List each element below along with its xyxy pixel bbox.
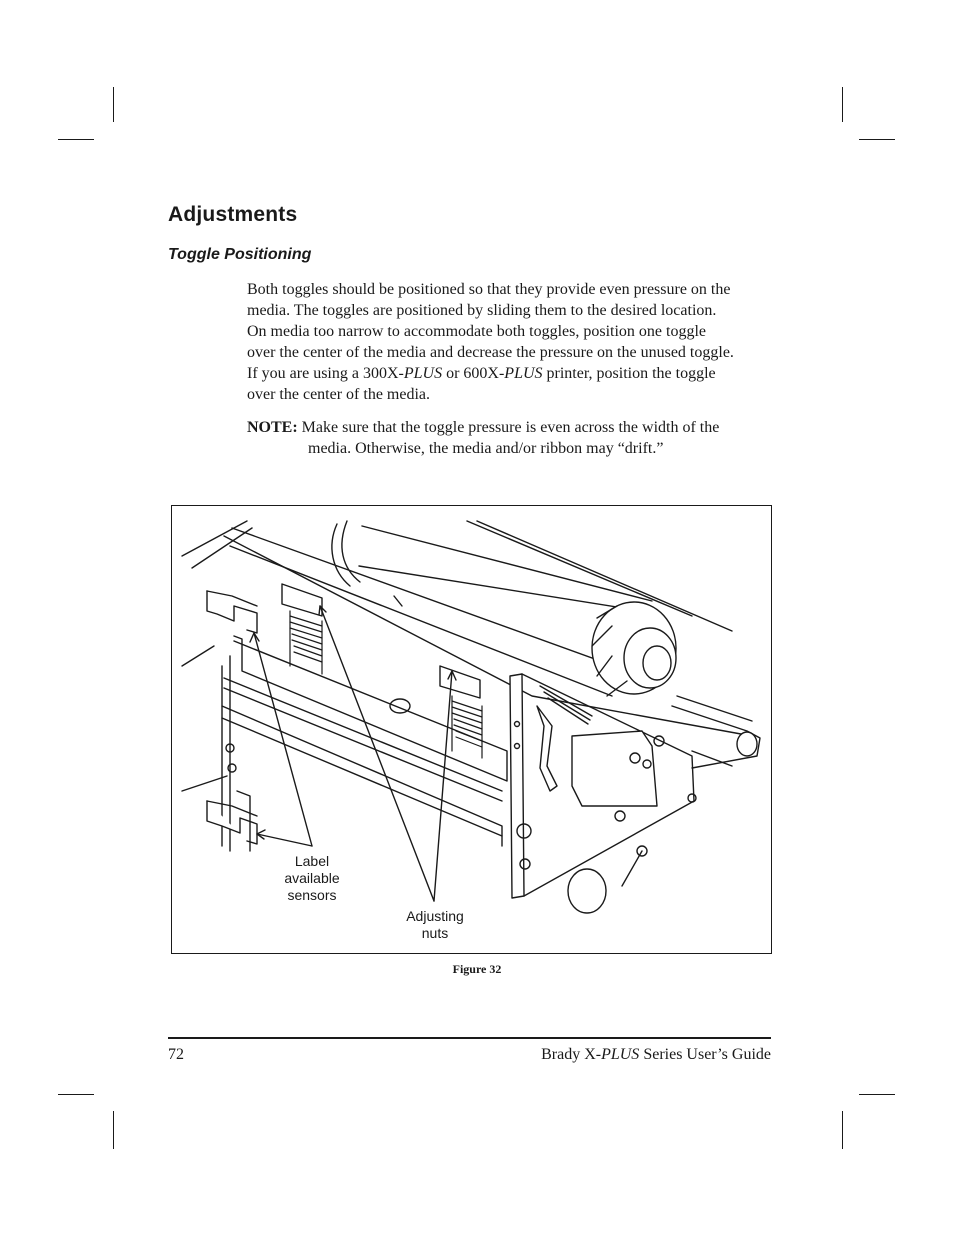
section-heading: Adjustments (168, 203, 298, 226)
crop-mark (859, 139, 895, 140)
note-label: NOTE: (247, 419, 298, 436)
crop-mark (113, 1111, 114, 1149)
callout-label-sensors: Label available sensors (284, 853, 340, 903)
footer-title: Brady X-PLUS Series User’s Guide (541, 1046, 771, 1063)
figure-illustration (171, 505, 772, 954)
paragraph-line: over the center of the media. (247, 386, 431, 403)
paragraph-line: Both toggles should be positioned so that they provide even pressure on the (247, 281, 731, 298)
footer-rule (168, 1037, 771, 1039)
page-number: 72 (168, 1046, 184, 1063)
crop-mark (58, 139, 94, 140)
callout-label-nuts: Adjusting nuts (406, 908, 464, 941)
figure-caption: Figure 32 (452, 962, 502, 976)
paragraph-line: If you are using a 300X-PLUS or 600X-PLUS printer, position the toggle (247, 365, 716, 382)
printer-mechanism-drawing (172, 506, 771, 953)
paragraph-line: media. The toggles are positioned by sliding them to the desired location. (247, 302, 717, 319)
crop-mark (842, 1111, 843, 1149)
subsection-heading: Toggle Positioning (168, 246, 312, 263)
crop-mark (859, 1094, 895, 1095)
body-paragraph (247, 279, 777, 405)
note-block (247, 417, 777, 459)
note-text: Make sure that the toggle pressure is even across the width of the (297, 419, 720, 436)
paragraph-line: over the center of the media and decrease the pressure on the unused toggle. (247, 344, 734, 361)
crop-mark (58, 1094, 94, 1095)
paragraph-line: On media too narrow to accommodate both toggles, position one toggle (247, 323, 707, 340)
note-text: media. Otherwise, the media and/or ribbon may “drift.” (308, 440, 664, 457)
crop-mark (842, 87, 843, 122)
crop-mark (113, 87, 114, 122)
